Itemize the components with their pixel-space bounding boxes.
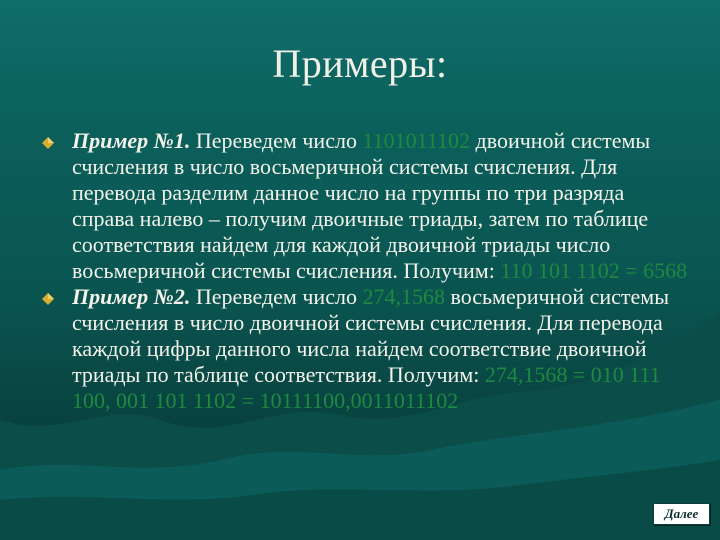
example-text: Переведем число — [190, 128, 363, 153]
slide-title: Примеры: — [272, 41, 448, 86]
content-list — [40, 128, 690, 414]
example-text: восьмеричной системы счисления в число двоичной системы счисления. Для перевода каждой цифры данного числа найдем соответствие двоичной триады по таблице соответствия. Получим: — [72, 284, 669, 387]
example-heading: Пример №2. — [72, 284, 191, 309]
example-text: двоичной системы счисления в число восьмеричной системы счисления. Для перевода разделим данное число на группы по три разряда справа налево – получим двоичные триады, затем по таблице соответствия найдем для каждой двоичной триады число восьмеричной системы счисления. Получим: — [72, 128, 651, 283]
diamond-bullet-icon — [42, 137, 54, 149]
highlight-number: 1101011102 — [362, 128, 471, 153]
next-button[interactable]: Далее — [653, 503, 710, 525]
highlight-result: 274,1568 = 010 111 100, 001 101 1102 = 10111100,0011011102 — [72, 362, 661, 413]
highlight-result: 110 101 1102 = 6568 — [500, 258, 688, 283]
list-item-example-1 — [40, 128, 690, 284]
example-text: Переведем число — [190, 284, 363, 309]
diamond-bullet-icon — [42, 293, 54, 305]
list-item-example-2 — [40, 284, 690, 414]
example-heading: Пример №1. — [72, 128, 191, 153]
highlight-number: 274,1568 — [362, 284, 445, 309]
